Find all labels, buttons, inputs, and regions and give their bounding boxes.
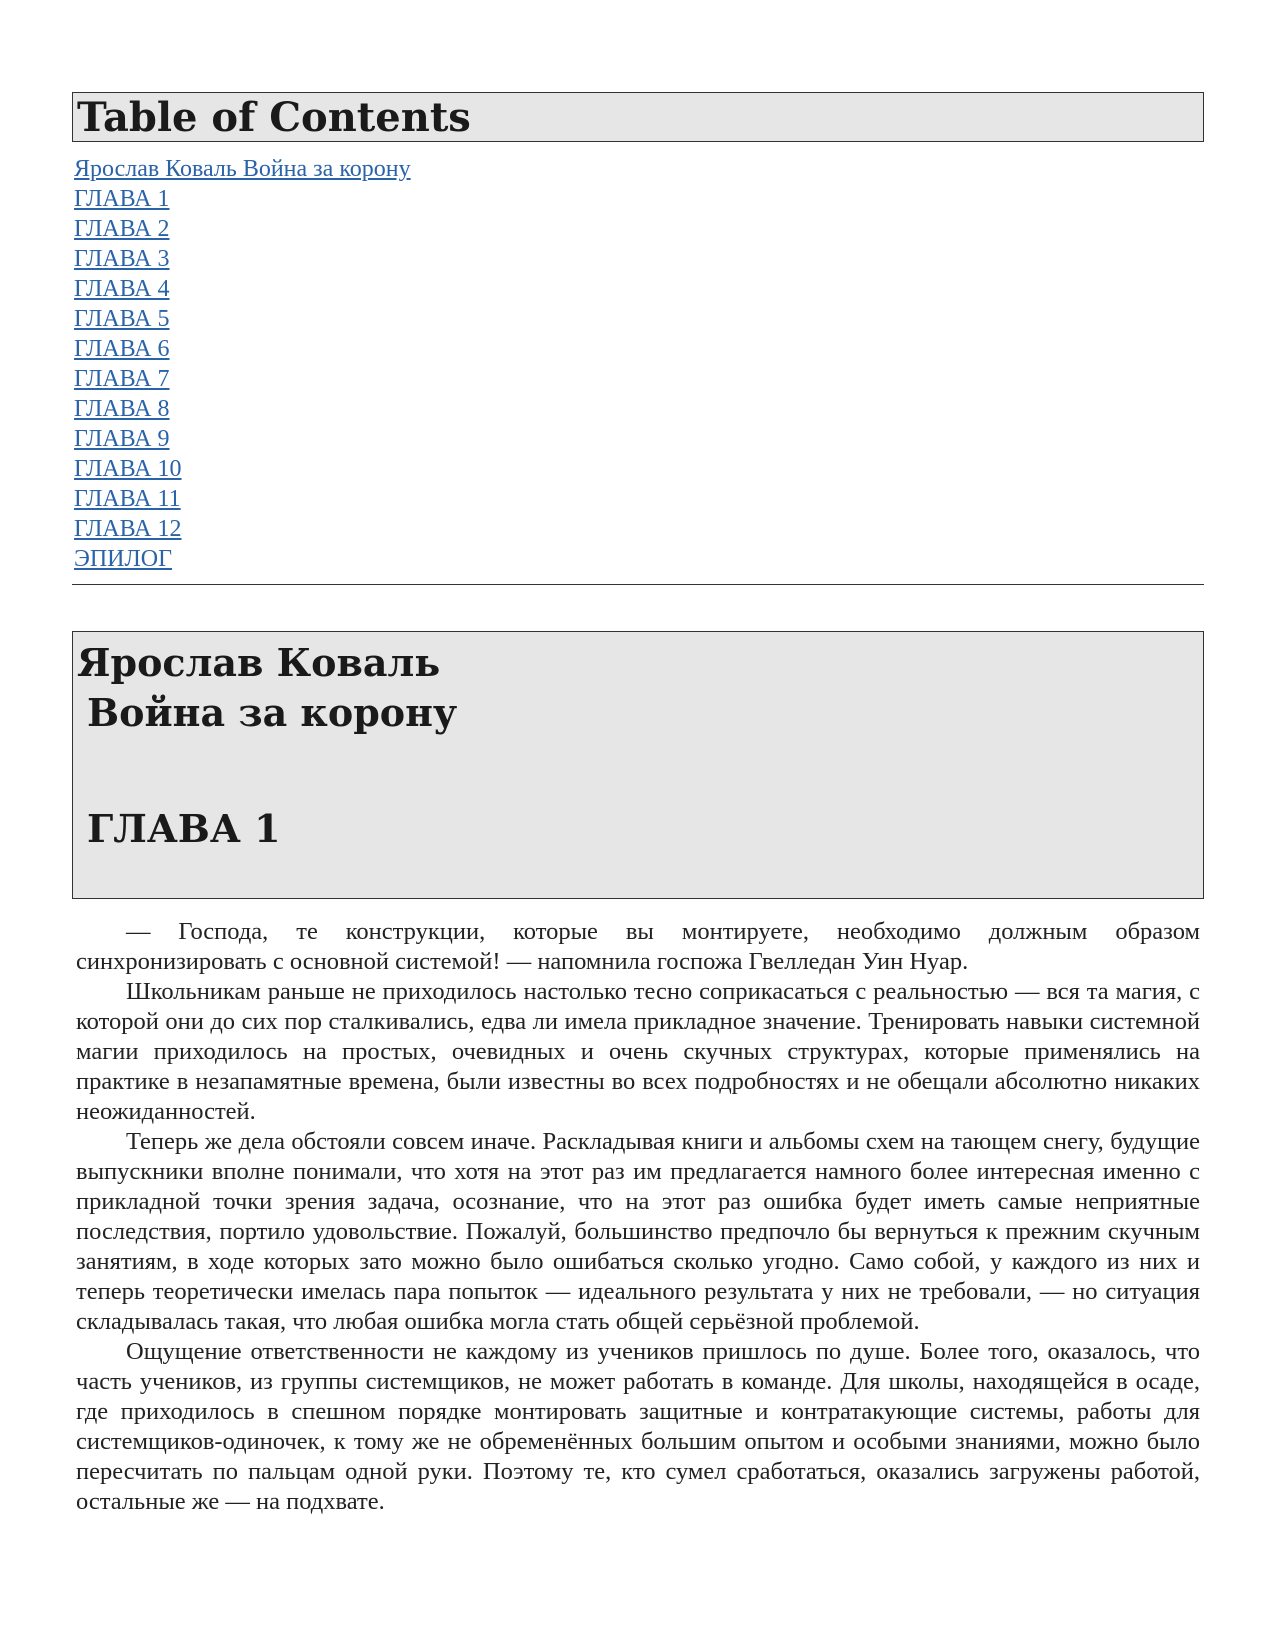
toc-link-book-title[interactable]: Ярослав Коваль Война за корону	[74, 156, 411, 182]
toc-link-chapter-4[interactable]: ГЛАВА 4	[74, 276, 170, 302]
paragraph: — Господа, те конструкции, которые вы монтируете, необходимо должным образом синхронизировать с основной системой! — напомнила госпожа Гвелледан Уин Нуар.	[76, 918, 1200, 975]
toc-link-chapter-9[interactable]: ГЛАВА 9	[74, 426, 170, 452]
toc-title: Table of Contents	[77, 94, 471, 141]
chapter-body	[72, 917, 1204, 1517]
toc-item	[74, 364, 1204, 394]
toc-item	[74, 154, 1204, 184]
toc-link-chapter-7[interactable]: ГЛАВА 7	[74, 366, 170, 392]
toc-link-chapter-10[interactable]: ГЛАВА 10	[74, 456, 182, 482]
toc-item	[74, 244, 1204, 274]
toc-item	[74, 484, 1204, 514]
toc-link-chapter-12[interactable]: ГЛАВА 12	[74, 516, 182, 542]
toc-item	[74, 544, 1204, 574]
toc-item	[74, 304, 1204, 334]
chapter-title: ГЛАВА 1	[87, 806, 281, 851]
toc-item	[74, 214, 1204, 244]
toc-item	[74, 424, 1204, 454]
document-page	[72, 92, 1204, 1517]
toc-divider	[72, 584, 1204, 585]
toc-link-chapter-5[interactable]: ГЛАВА 5	[74, 306, 170, 332]
toc-link-chapter-11[interactable]: ГЛАВА 11	[74, 486, 181, 512]
toc-link-epilogue[interactable]: ЭПИЛОГ	[74, 546, 172, 572]
paragraph: Теперь же дела обстояли совсем иначе. Раскладывая книги и альбомы схем на тающем снегу, будущие выпускники вполне понимали, что хотя на этот раз им предлагается намного более интересная именно с прикладной точки зрения задача, осознание, что на этот раз ошибка будет иметь самые неприятные последствия, портило удовольствие. Пожалуй, большинство предпочло бы вернуться к прежним скучным занятиям, в ходе которых зато можно было ошибаться сколько угодно. Само собой, у каждого из них и теперь теоретически имелась пара попыток — идеального результата у них не требовали, — но ситуация складывалась такая, что любая ошибка могла стать общей серьёзной проблемой.	[76, 1128, 1200, 1335]
toc-header-box	[72, 92, 1204, 142]
chapter-header-box	[72, 631, 1204, 899]
paragraph: Ощущение ответственности не каждому из учеников пришлось по душе. Более того, оказалось, что часть учеников, из группы системщиков, не может работать в команде. Для школы, находящейся в осаде, где приходилось в спешном порядке монтировать защитные и контратакующие системы, работы для системщиков-одиночек, к тому же не обременённых большим опытом и особыми знаниями, можно было пересчитать по пальцам одной руки. Поэтому те, кто сумел сработаться, оказались загружены работой, остальные же — на подхвате.	[76, 1338, 1200, 1515]
toc-link-chapter-2[interactable]: ГЛАВА 2	[74, 216, 170, 242]
toc-item	[74, 394, 1204, 424]
paragraph: Школьникам раньше не приходилось настолько тесно соприкасаться с реальностью — вся та магия, с которой они до сих пор сталкивались, едва ли имела прикладное значение. Тренировать навыки системной магии приходилось на простых, очевидных и очень скучных структурах, которые применялись на практике в незапамятные времена, были известны во всех подробностях и не обещали абсолютно никаких неожиданностей.	[76, 978, 1200, 1125]
toc-list	[74, 154, 1204, 574]
author-name: Ярослав Коваль	[77, 640, 441, 685]
toc-item	[74, 184, 1204, 214]
toc-link-chapter-6[interactable]: ГЛАВА 6	[74, 336, 170, 362]
toc-link-chapter-1[interactable]: ГЛАВА 1	[74, 186, 170, 212]
book-title: Война за корону	[87, 690, 458, 735]
toc-link-chapter-3[interactable]: ГЛАВА 3	[74, 246, 170, 272]
toc-item	[74, 274, 1204, 304]
toc-item	[74, 334, 1204, 364]
toc-item	[74, 454, 1204, 484]
toc-item	[74, 514, 1204, 544]
toc-link-chapter-8[interactable]: ГЛАВА 8	[74, 396, 170, 422]
